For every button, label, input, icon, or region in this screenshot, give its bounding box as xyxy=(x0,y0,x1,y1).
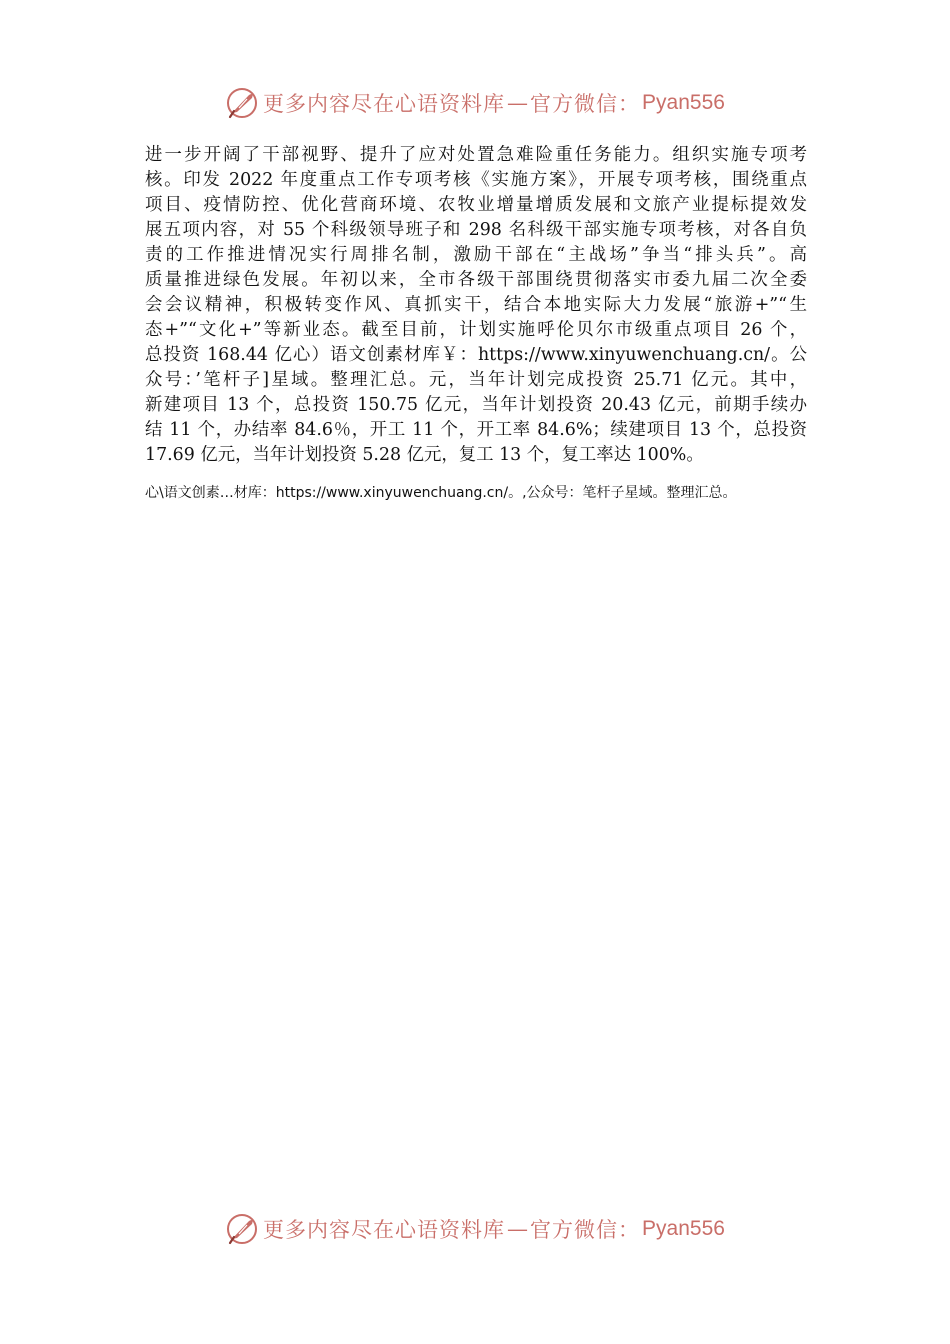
banner-separator: — xyxy=(507,91,529,115)
body-line: 项目、疫情防控、优化营商环境、农牧业增量增质发展和文旅产业提标提效发 xyxy=(145,195,807,215)
banner-title: 更多内容尽在心语资料库 xyxy=(263,92,506,116)
body-paragraph xyxy=(145,143,807,468)
body-line: 会会议精神，积极转变作风、真抓实干，结合本地实际大力发展“旅游+”“生 xyxy=(145,295,807,315)
footnote-text: 心\语文创素…材库：https://www.xinyuwenchuang.cn/。,公众号：笔杆子星域。整理汇总。 xyxy=(145,485,737,501)
footer-banner xyxy=(0,1209,950,1249)
quill-logo-icon xyxy=(225,1212,259,1246)
body-line: 态+”“文化+”等新业态。截至目前，计划实施呼伦贝尔市级重点项目 26 个， xyxy=(145,320,807,340)
banner-contact-id: Pyan556 xyxy=(642,91,725,114)
banner-contact-id: Pyan556 xyxy=(642,1217,725,1240)
body-line: 众号：’笔杆子]星域。整理汇总。元，当年计划完成投资 25.71 亿元。其中， xyxy=(145,370,807,390)
banner-separator: — xyxy=(507,1217,529,1241)
body-line: 责的工作推进情况实行周排名制，激励干部在“主战场”争当“排头兵”。高 xyxy=(145,245,807,265)
body-line: 总投资 168.44 亿心）语文创素材库￥：https://www.xinyuwenchuang.cn/。公 xyxy=(145,345,807,365)
body-line: 质量推进绿色发展。年初以来，全市各级干部围绕贯彻落实市委九届二次全委 xyxy=(145,270,807,290)
body-line: 进一步开阔了干部视野、提升了应对处置急难险重任务能力。组织实施专项考 xyxy=(145,145,807,165)
banner-contact-label: 官方微信： xyxy=(530,1218,641,1242)
body-line: 核。印发 2022 年度重点工作专项考核《实施方案》，开展专项考核，围绕重点 xyxy=(145,170,807,190)
body-line: 17.69 亿元，当年计划投资 5.28 亿元，复工 13 个，复工率达 100%。 xyxy=(145,445,704,465)
header-banner xyxy=(0,83,950,123)
body-line: 展五项内容，对 55 个科级领导班子和 298 名科级干部实施专项考核，对各自负 xyxy=(145,220,807,240)
banner-contact-label: 官方微信： xyxy=(530,92,641,116)
banner-title: 更多内容尽在心语资料库 xyxy=(263,1218,506,1242)
body-line: 新建项目 13 个，总投资 150.75 亿元，当年计划投资 20.43 亿元，前期手续办 xyxy=(145,395,807,415)
body-line: 结 11 个，办结率 84.6％，开工 11 个，开工率 84.6%；续建项目 13 个，总投资 xyxy=(145,420,807,440)
quill-logo-icon xyxy=(225,86,259,120)
